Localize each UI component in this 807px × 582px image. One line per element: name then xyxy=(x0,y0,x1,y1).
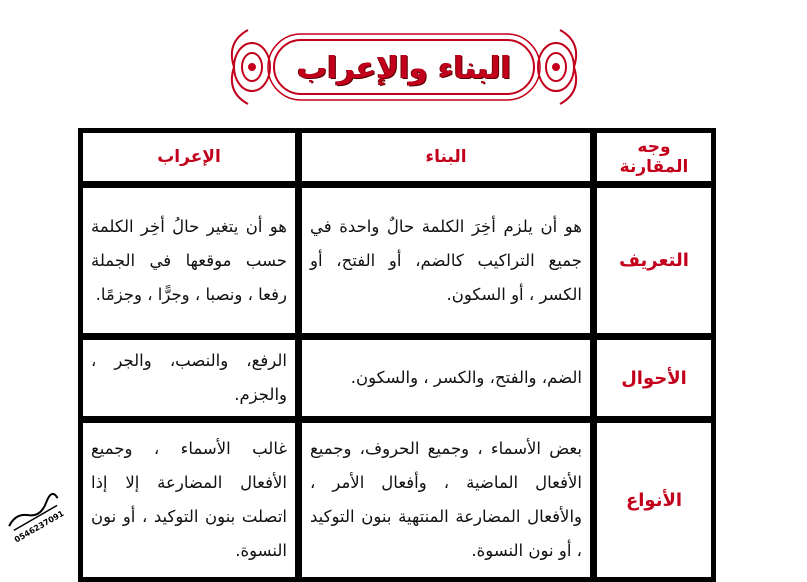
table-row xyxy=(81,183,713,335)
table-row xyxy=(81,418,713,579)
header-aspect: وجه المقارنة xyxy=(595,131,713,183)
stamp-number: 0546237091 xyxy=(12,508,66,545)
row-label-types: الأنواع xyxy=(595,418,713,579)
cell-bina-types: بعض الأسماء ، وجميع الحروف، وجميع الأفعال الماضية ، وأفعال الأمر ، والأفعال المضارعة المنتهية بنون التوكيد ، أو نون النسوة. xyxy=(300,418,595,579)
table-row xyxy=(81,335,713,418)
cell-bina-definition: هو أن يلزم أخِرَ الكلمة حالٌ واحدة في جميع التراكيب كالضم، أو الفتح، أو الكسر ، أو السكون. xyxy=(300,183,595,335)
header-irab: الإعراب xyxy=(81,131,300,183)
comparison-table xyxy=(78,128,716,582)
cell-irab-states: الرفع، والنصب، والجر ، والجزم. xyxy=(81,335,300,418)
author-stamp-icon xyxy=(0,482,70,552)
cell-irab-definition: هو أن يتغير حالُ أخِر الكلمة حسب موقعها في الجملة رفعا ، ونصبا ، وجرًّا ، وجزمًا. xyxy=(81,183,300,335)
page-title: البناء والإعراب xyxy=(297,50,511,86)
cell-irab-types: غالب الأسماء ، وجميع الأفعال المضارعة إلا إذا اتصلت بنون التوكيد ، أو نون النسوة. xyxy=(81,418,300,579)
title-banner xyxy=(222,22,586,112)
row-label-states: الأحوال xyxy=(595,335,713,418)
row-label-definition: التعريف xyxy=(595,183,713,335)
cell-bina-states: الضم، والفتح، والكسر ، والسكون. xyxy=(300,335,595,418)
header-bina: البناء xyxy=(300,131,595,183)
table-header-row xyxy=(81,131,713,183)
